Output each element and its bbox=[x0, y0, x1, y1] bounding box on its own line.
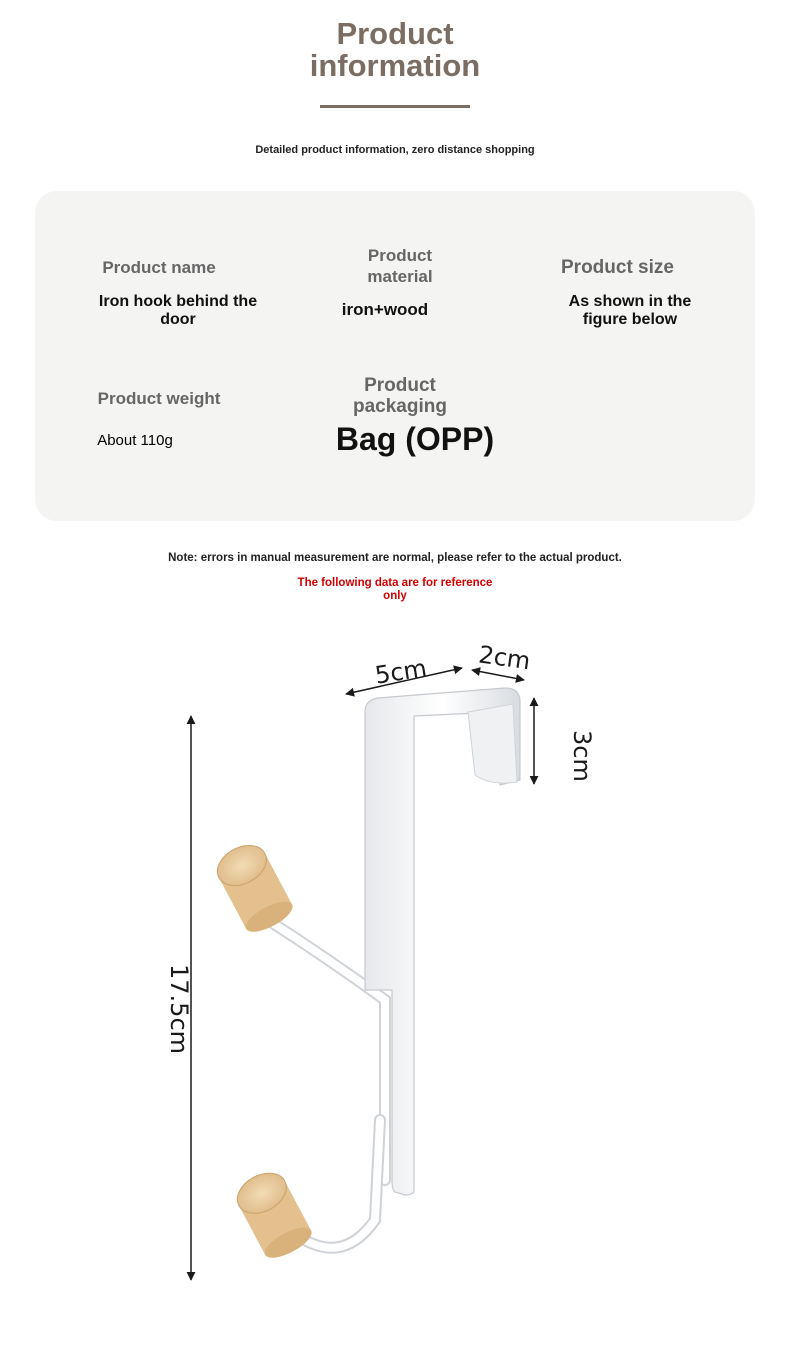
product-info-card bbox=[35, 191, 755, 521]
title-line-2: information bbox=[309, 48, 481, 83]
hook-dimension-figure bbox=[0, 620, 790, 1320]
upper-wood-knob bbox=[211, 837, 297, 937]
product-material-label: Product material bbox=[367, 246, 433, 286]
product-size-value: As shown in the figure below bbox=[568, 293, 692, 328]
product-name-value: Iron hook behind the door bbox=[98, 293, 258, 328]
product-material-value: iron+wood bbox=[341, 300, 429, 319]
hook-back-tab bbox=[468, 704, 517, 783]
hook-height-label: 3cm bbox=[568, 730, 596, 782]
lower-wood-knob bbox=[230, 1165, 315, 1264]
width-label: 5cm bbox=[373, 653, 429, 690]
measurement-note: Note: errors in manual measurement are normal, please refer to the actual product. bbox=[168, 552, 622, 564]
product-weight-label: Product weight bbox=[97, 389, 221, 408]
product-weight-value: About 110g bbox=[97, 432, 173, 449]
title-underline bbox=[320, 105, 470, 108]
product-packaging-label: Product packaging bbox=[353, 375, 447, 417]
depth-label: 2cm bbox=[476, 640, 533, 676]
title-line-1: Product bbox=[336, 16, 454, 51]
subtitle: Detailed product information, zero distance shopping bbox=[255, 144, 535, 156]
product-packaging-value: Bag (OPP) bbox=[335, 421, 495, 457]
product-name-label: Product name bbox=[102, 258, 216, 277]
product-size-label: Product size bbox=[561, 257, 674, 278]
reference-note: The following data are for reference only bbox=[297, 577, 493, 602]
total-height-label: 17.5cm bbox=[165, 964, 193, 1055]
page-title bbox=[0, 18, 790, 82]
